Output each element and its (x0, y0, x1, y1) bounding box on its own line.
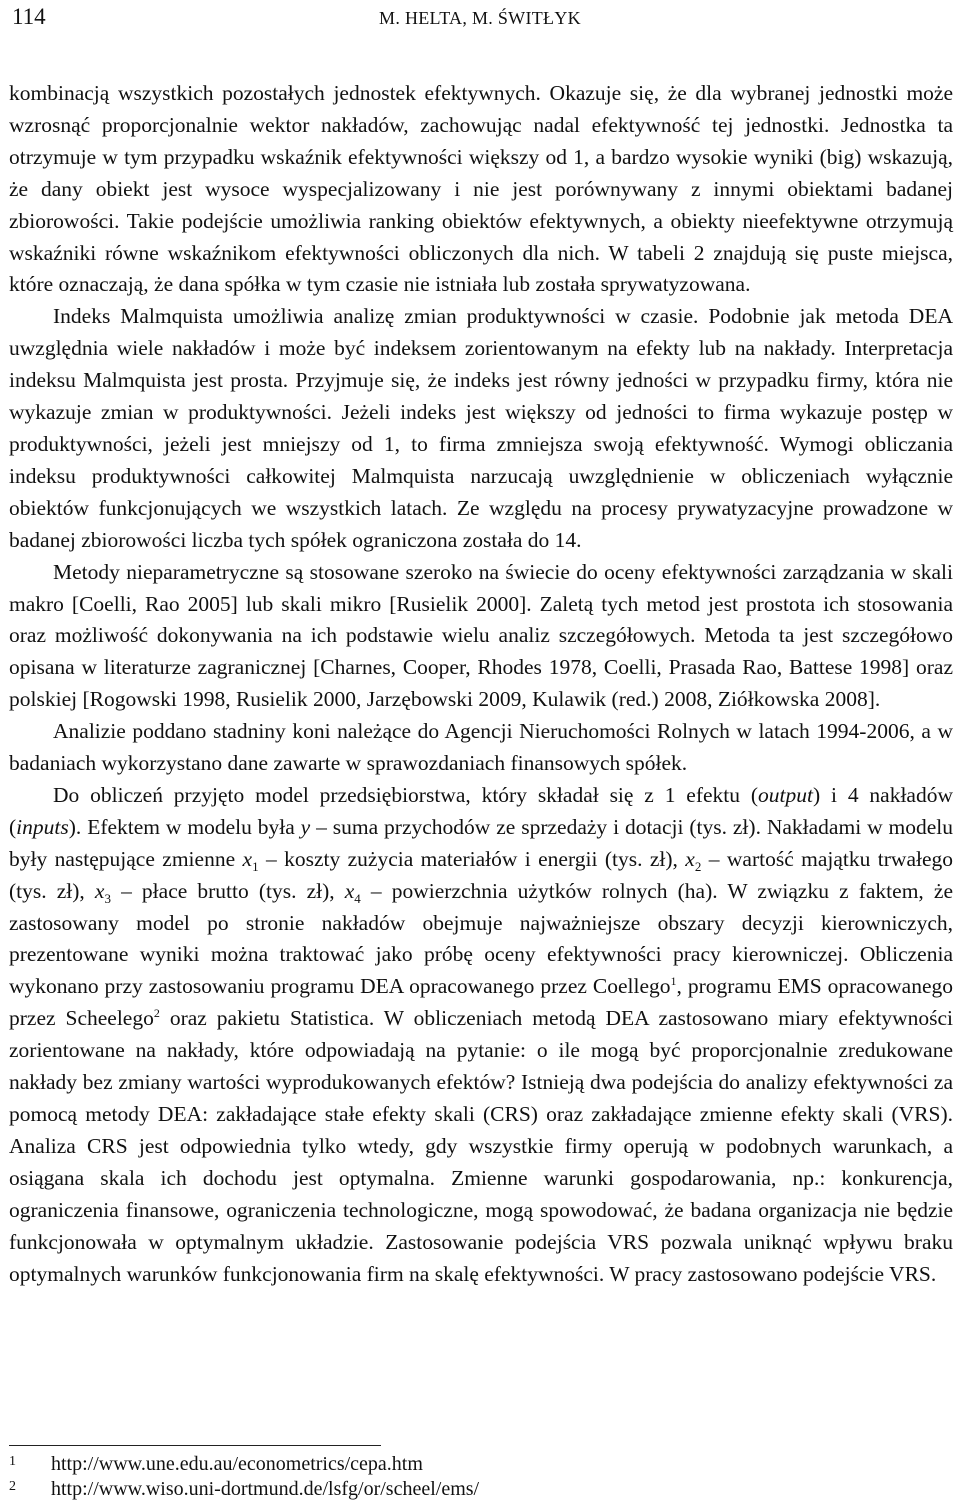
footnote-link[interactable]: http://www.wiso.uni-dortmund.de/lsfg/or/scheel/ems/ (51, 1478, 480, 1500)
paragraph-3: Metody nieparametryczne są stosowane szeroko na świecie do oceny efektywności zarządzania w skali makro [Coelli, Rao 2005] lub skali mikro [Rusielik 2000]. Zaletą tych metod jest prostota ich stosowania oraz możliwość dokonywania na ich podstawie wielu analiz szczegółowych. Metoda ta jest szczegółowo opisana w literaturze zagranicznej [Charnes, Cooper, Rhodes 1978, Coelli, Prasada Rao, Battese 1998] oraz polskiej [Rogowski 1998, Rusielik 2000, Jarzębowski 2009, Kulawik (red.) 2008, Ziółkowska 2008]. (9, 559, 953, 712)
paragraph-2: Indeks Malmquista umożliwia analizę zmian produktywności w czasie. Podobnie jak metoda DEA uwzględnia wiele nakładów i może być indeksem zorientowanym na efekty lub na nakłady. Interpretacja indeksu Malmquista jest prosta. Przyjmuje się, że indeks jest równy jedności w przypadku firmy, która nie wykazuje zmian w produktywności. Jeżeli indeks jest większy od jedności to firma wykazuje postęp w produktywności, jeżeli jest mniejszy od 1, to firma zmniejsza swoją efektywność. Wymogi obliczania indeksu produktywności całkowitej Malmquista narzucają uwzględnienie w obliczeniach wyłącznie obiektów funkcjonujących we wszystkich latach. Ze względu na procesy prywatyzacyjne prowadzone w badanej zbiorowości liczba tych spółek ograniczona została do 14. (9, 304, 953, 552)
text-run: – suma przychodów ze sprzedaży i dotacji (tys. zł). Nakładami w modelu były następujące zmienne (9, 814, 953, 871)
paragraph-1: kombinacją wszystkich pozostałych jednostek efektywnych. Okazuje się, że dla wybranej jednostki może wzrosnąć proporcjonalnie wektor nakładów, zachowując nadal efektywność tej jednostki. Jednostka ta otrzymuje w tym przypadku wskaźnik efektywności większy od 1, a bardzo wysokie wyniki (big) wskazują, że dany obiekt jest wysoce wyspecjalizowany i nie jest porównywany z innymi obiektami badanej zbiorowości. Takie podejście umożliwia ranking obiektów efektywnych, a obiekty nieefektywne otrzymują wskaźniki równe wskaźnikom efektywności obliczonych dla nich. W tabeli 2 znajdują się puste miejsca, które oznaczają, że dana spółka w tym czasie nie istniała lub została sprywatyzowana. (9, 81, 953, 297)
text-run: Do obliczeń przyjęto model przedsiębiorstwa, który składał się z 1 efektu ( (53, 782, 759, 807)
text-run: ). Efektem w modelu była (68, 814, 301, 839)
variable-x4: x (344, 878, 355, 903)
text-run: ) i 4 nakładów ( (9, 782, 954, 839)
variable-y: y (300, 814, 311, 839)
text-run: – koszty zużycia materiałów i energii (tys. zł), (258, 846, 686, 871)
page-number: 114 (12, 4, 46, 29)
term-inputs: inputs (16, 814, 69, 839)
footnote-2 (9, 1477, 809, 1502)
body-text (9, 78, 953, 1290)
footnote-ref-2[interactable]: 2 (153, 1006, 160, 1021)
footnote-ref-1[interactable]: 1 (670, 974, 677, 989)
footnotes (9, 1452, 809, 1502)
page-header (8, 4, 952, 34)
subscript-4: 4 (354, 890, 361, 906)
footnote-number: 2 (9, 1479, 16, 1494)
subscript-2: 2 (694, 858, 702, 874)
variable-x1: x (242, 846, 253, 871)
text-run: – powierzchnia użytków rolnych (ha). W związku z faktem, że zastosowany model po stronie nakładów obejmuje najważniejsze obszary decyzji kierowniczych, prezentowane wyniki można traktować jako próbę oceny efektywności pracy kierowniczej. Obliczenia wykonano przy zastosowaniu programu DEA opracowanego przez Coellego (9, 878, 953, 999)
footnote-divider (9, 1445, 381, 1446)
variable-x3: x (94, 878, 105, 903)
running-head: M. HELTA, M. ŚWITŁYK (379, 8, 581, 28)
footnote-number: 1 (9, 1454, 16, 1469)
paragraph-5 (9, 780, 953, 1291)
text-run: – wartość majątku trwałego (tys. zł), (9, 846, 954, 903)
text-run: oraz pakietu Statistica. W obliczeniach metodą DEA zastosowano miary efektywności zorientowane na nakłady, które odpowiadają na pytanie: o ile mogą być proporcjonalnie zredukowane nakłady bez zmiany wartości wyprodukowanych efektów? Istnieją dwa podejścia do analizy efektywności za pomocą metody DEA: zakładające stałe efekty skali (CRS) oraz zakładające zmienne efekty skali (VRS). Analiza CRS jest odpowiednia tylko wtedy, gdy wszystkie firmy operują w podobnych warunkach, a osiągana skala ich dochodu jest optymalna. Zmienne warunki gospodarowania, np.: konkurencja, ograniczenia finansowe, ograniczenia technologiczne, mogą spowodować, że badana organizacja nie będzie funkcjonowała w optymalnym układzie. Zastosowanie podejścia VRS pozwala uniknąć wpływu braku optymalnych warunków funkcjonowania firm na skalę efektywności. W pracy zastosowano podejście VRS. (9, 1006, 954, 1286)
variable-x2: x (685, 846, 695, 871)
term-output: output (758, 782, 813, 807)
paragraph-4: Analizie poddano stadniny koni należące do Agencji Nieruchomości Rolnych w latach 1994-2006, a w badaniach wykorzystano dane zawarte w sprawozdaniach finansowych spółek. (9, 719, 953, 776)
footnote-1 (9, 1452, 809, 1477)
text-run: – płace brutto (tys. zł), (110, 878, 345, 903)
footnote-link[interactable]: http://www.une.edu.au/econometrics/cepa.htm (51, 1453, 423, 1475)
text-run: , programu EMS opracowanego przez Scheelego (9, 974, 953, 1031)
subscript-3: 3 (104, 890, 111, 906)
subscript-1: 1 (252, 858, 259, 874)
